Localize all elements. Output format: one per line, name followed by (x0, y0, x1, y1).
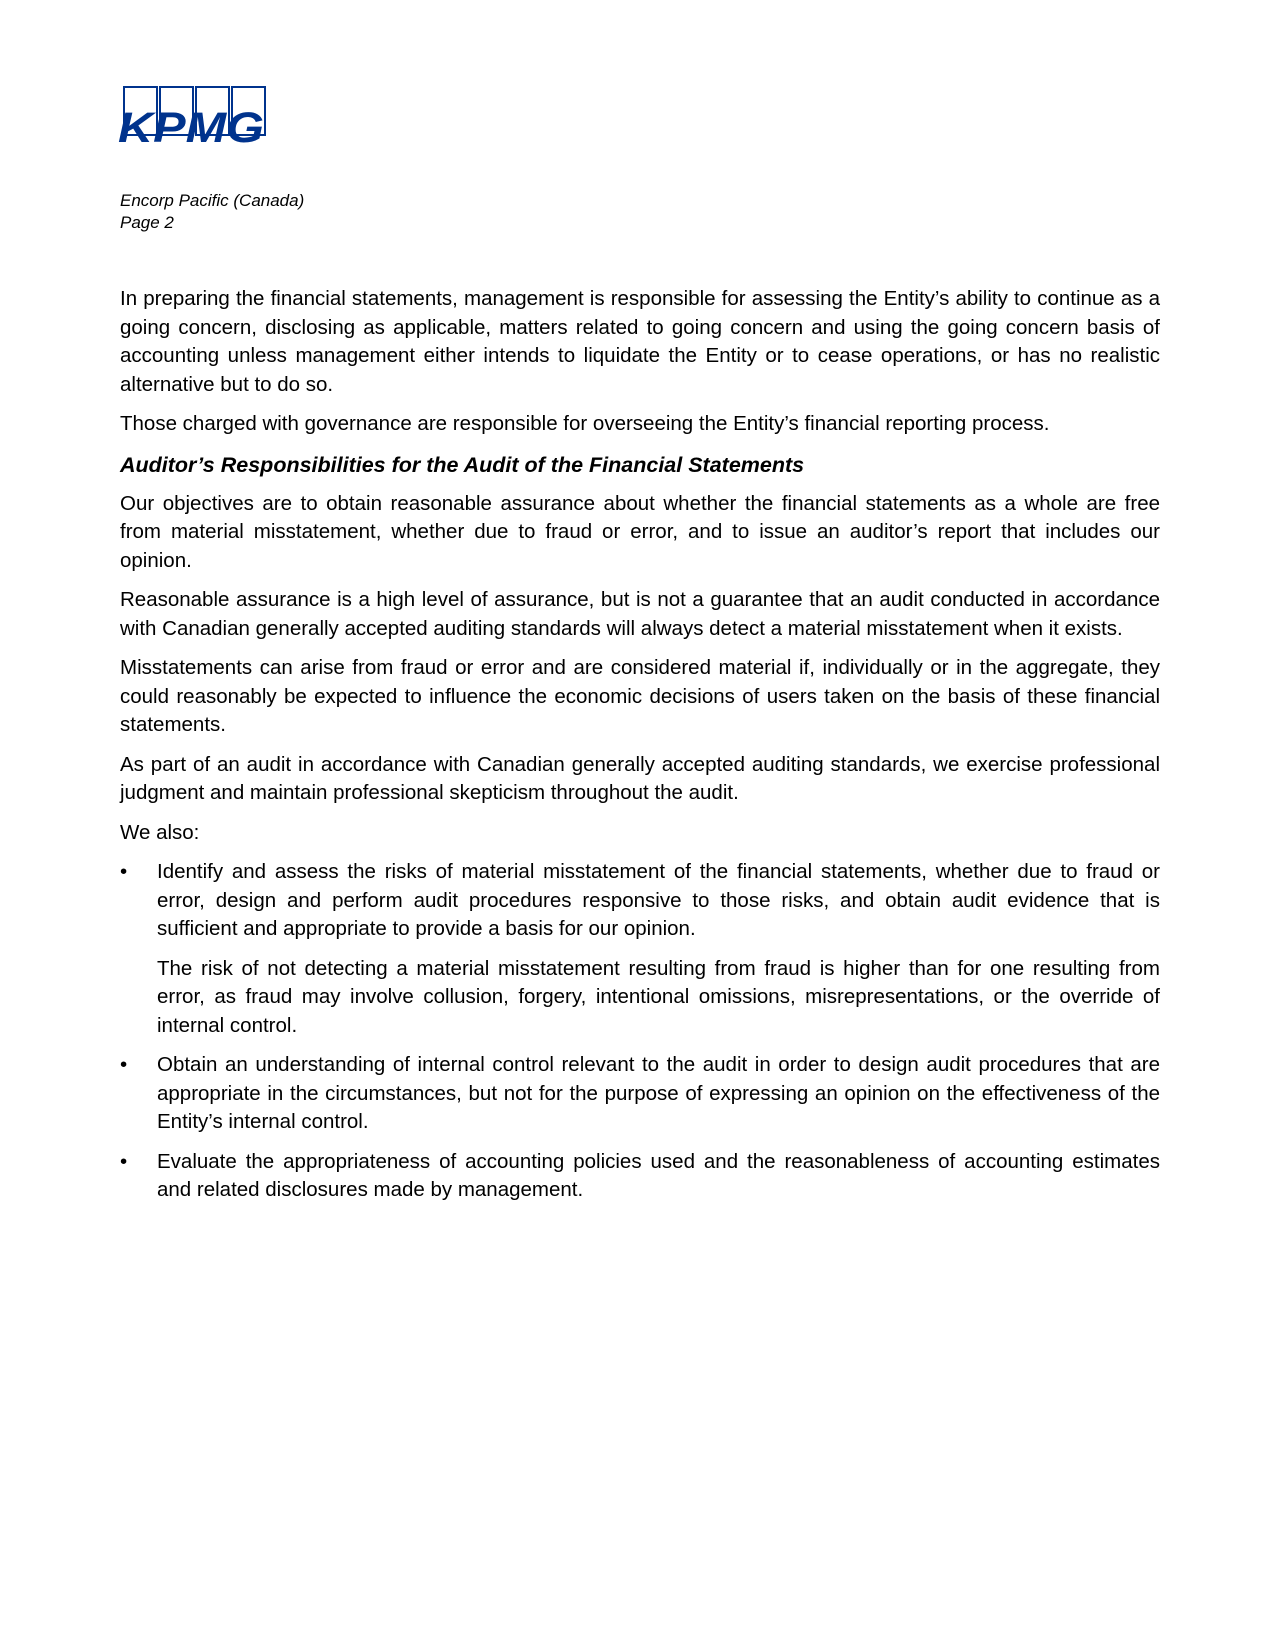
document-body (120, 285, 1160, 1216)
bullet-icon: • (120, 1053, 128, 1076)
paragraph-governance: Those charged with governance are responsible for overseeing the Entity’s financial reporting process. (120, 412, 1050, 435)
responsibilities-list (120, 858, 1160, 1205)
list-item (120, 1148, 1160, 1205)
list-item-text: Obtain an understanding of internal control relevant to the audit in order to design audit procedures that are appropriate in the circumstances, but not for the purpose of expressing an opinion on the effectiveness of the Entity’s internal control. (157, 1053, 1160, 1133)
bullet-icon: • (120, 860, 128, 883)
paragraph-objectives: Our objectives are to obtain reasonable assurance about whether the financial statements as a whole are free from material misstatement, whether due to fraud or error, and to issue an auditor’s report that includes our opinion. (120, 491, 1160, 572)
company-name: Encorp Pacific (Canada) (120, 191, 305, 210)
page-number: Page 2 (120, 213, 174, 232)
list-item (120, 1051, 1160, 1137)
paragraph-we-also: We also: (120, 820, 200, 844)
list-item (120, 858, 1160, 1040)
section-heading: Auditor’s Responsibilities for the Audit of the Financial Statements (120, 452, 805, 477)
kpmg-logo (118, 86, 278, 150)
paragraph-going-concern: In preparing the financial statements, management is responsible for assessing the Entity’s ability to continue as a going concern, disclosing as applicable, matters related to going concern and using the going concern basis of accounting unless management either intends to liquidate the Entity or to cease operations, or has no realistic alternative but to do so. (120, 287, 1160, 396)
bullet-icon: • (120, 1149, 128, 1173)
list-item-text: Identify and assess the risks of material misstatement of the financial statements, whether due to fraud or error, design and perform audit procedures responsive to those risks, and obtain audit evidence that is sufficient and appropriate to provide a basis for our opinion. (157, 860, 1160, 940)
svg-text:KPMG: KPMG (118, 104, 264, 150)
paragraph-reasonable-assurance: Reasonable assurance is a high level of assurance, but is not a guarantee that an audit conducted in accordance with Canadian generally accepted auditing standards will always detect a material misstatement when it exists. (120, 588, 1160, 640)
list-item-text: Evaluate the appropriateness of accounting policies used and the reasonableness of accounting estimates and related disclosures made by management. (157, 1149, 1160, 1201)
paragraph-professional-judgment: As part of an audit in accordance with Canadian generally accepted auditing standards, we exercise professional judgment and maintain professional skepticism throughout the audit. (120, 752, 1160, 804)
list-item-continuation: The risk of not detecting a material misstatement resulting from fraud is higher than for one resulting from error, as fraud may involve collusion, forgery, intentional omissions, misrepresentations, or the override of internal control. (157, 956, 1160, 1037)
paragraph-misstatements: Misstatements can arise from fraud or error and are considered material if, individually or in the aggregate, they could reasonably be expected to influence the economic decisions of users taken on the basis of these financial statements. (120, 656, 1160, 736)
page-header (120, 190, 304, 234)
